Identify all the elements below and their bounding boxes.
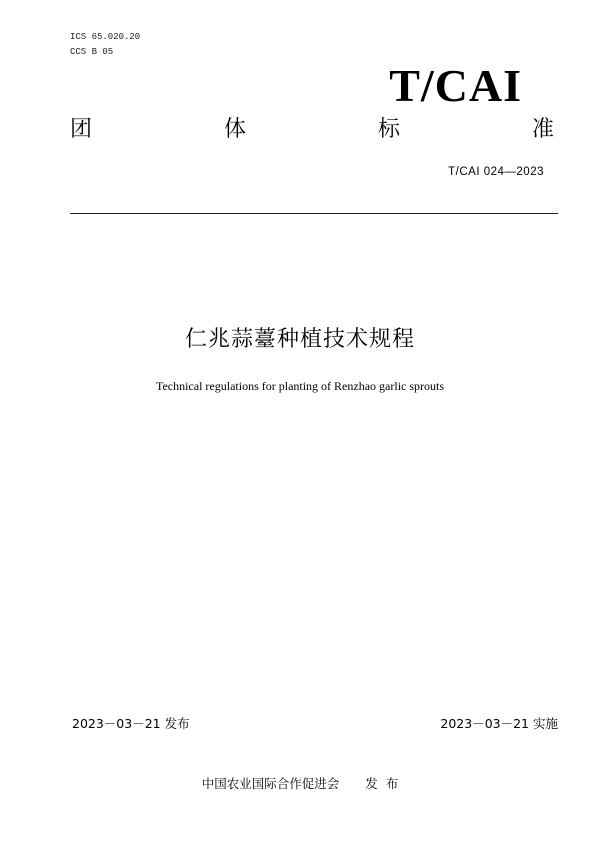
document-type — [70, 114, 554, 146]
classification-codes — [70, 30, 140, 60]
publisher-name: 中国农业国际合作促进会 — [201, 776, 340, 791]
doc-type-char: 准 — [531, 117, 554, 142]
ics-code: ICS 65.020.20 — [70, 32, 141, 42]
implementation-date: 2023－03－21 实施 — [440, 716, 558, 731]
header-divider — [70, 213, 558, 214]
ccs-code: CCS B 05 — [70, 47, 114, 57]
standard-number: T/CAI 024—2023 — [448, 166, 544, 178]
organization-logo: T/CAI — [389, 60, 522, 111]
title-english: Technical regulations for planting of Renzhao garlic sprouts — [155, 379, 445, 393]
issue-date: 2023－03－21 发布 — [72, 716, 190, 731]
doc-type-char: 体 — [223, 117, 246, 142]
publisher-line — [0, 775, 600, 793]
doc-type-char: 团 — [70, 117, 93, 142]
title-chinese: 仁兆蒜薹种植技术规程 — [184, 327, 415, 352]
publish-label: 发 布 — [365, 776, 399, 791]
doc-type-char: 标 — [377, 117, 400, 142]
